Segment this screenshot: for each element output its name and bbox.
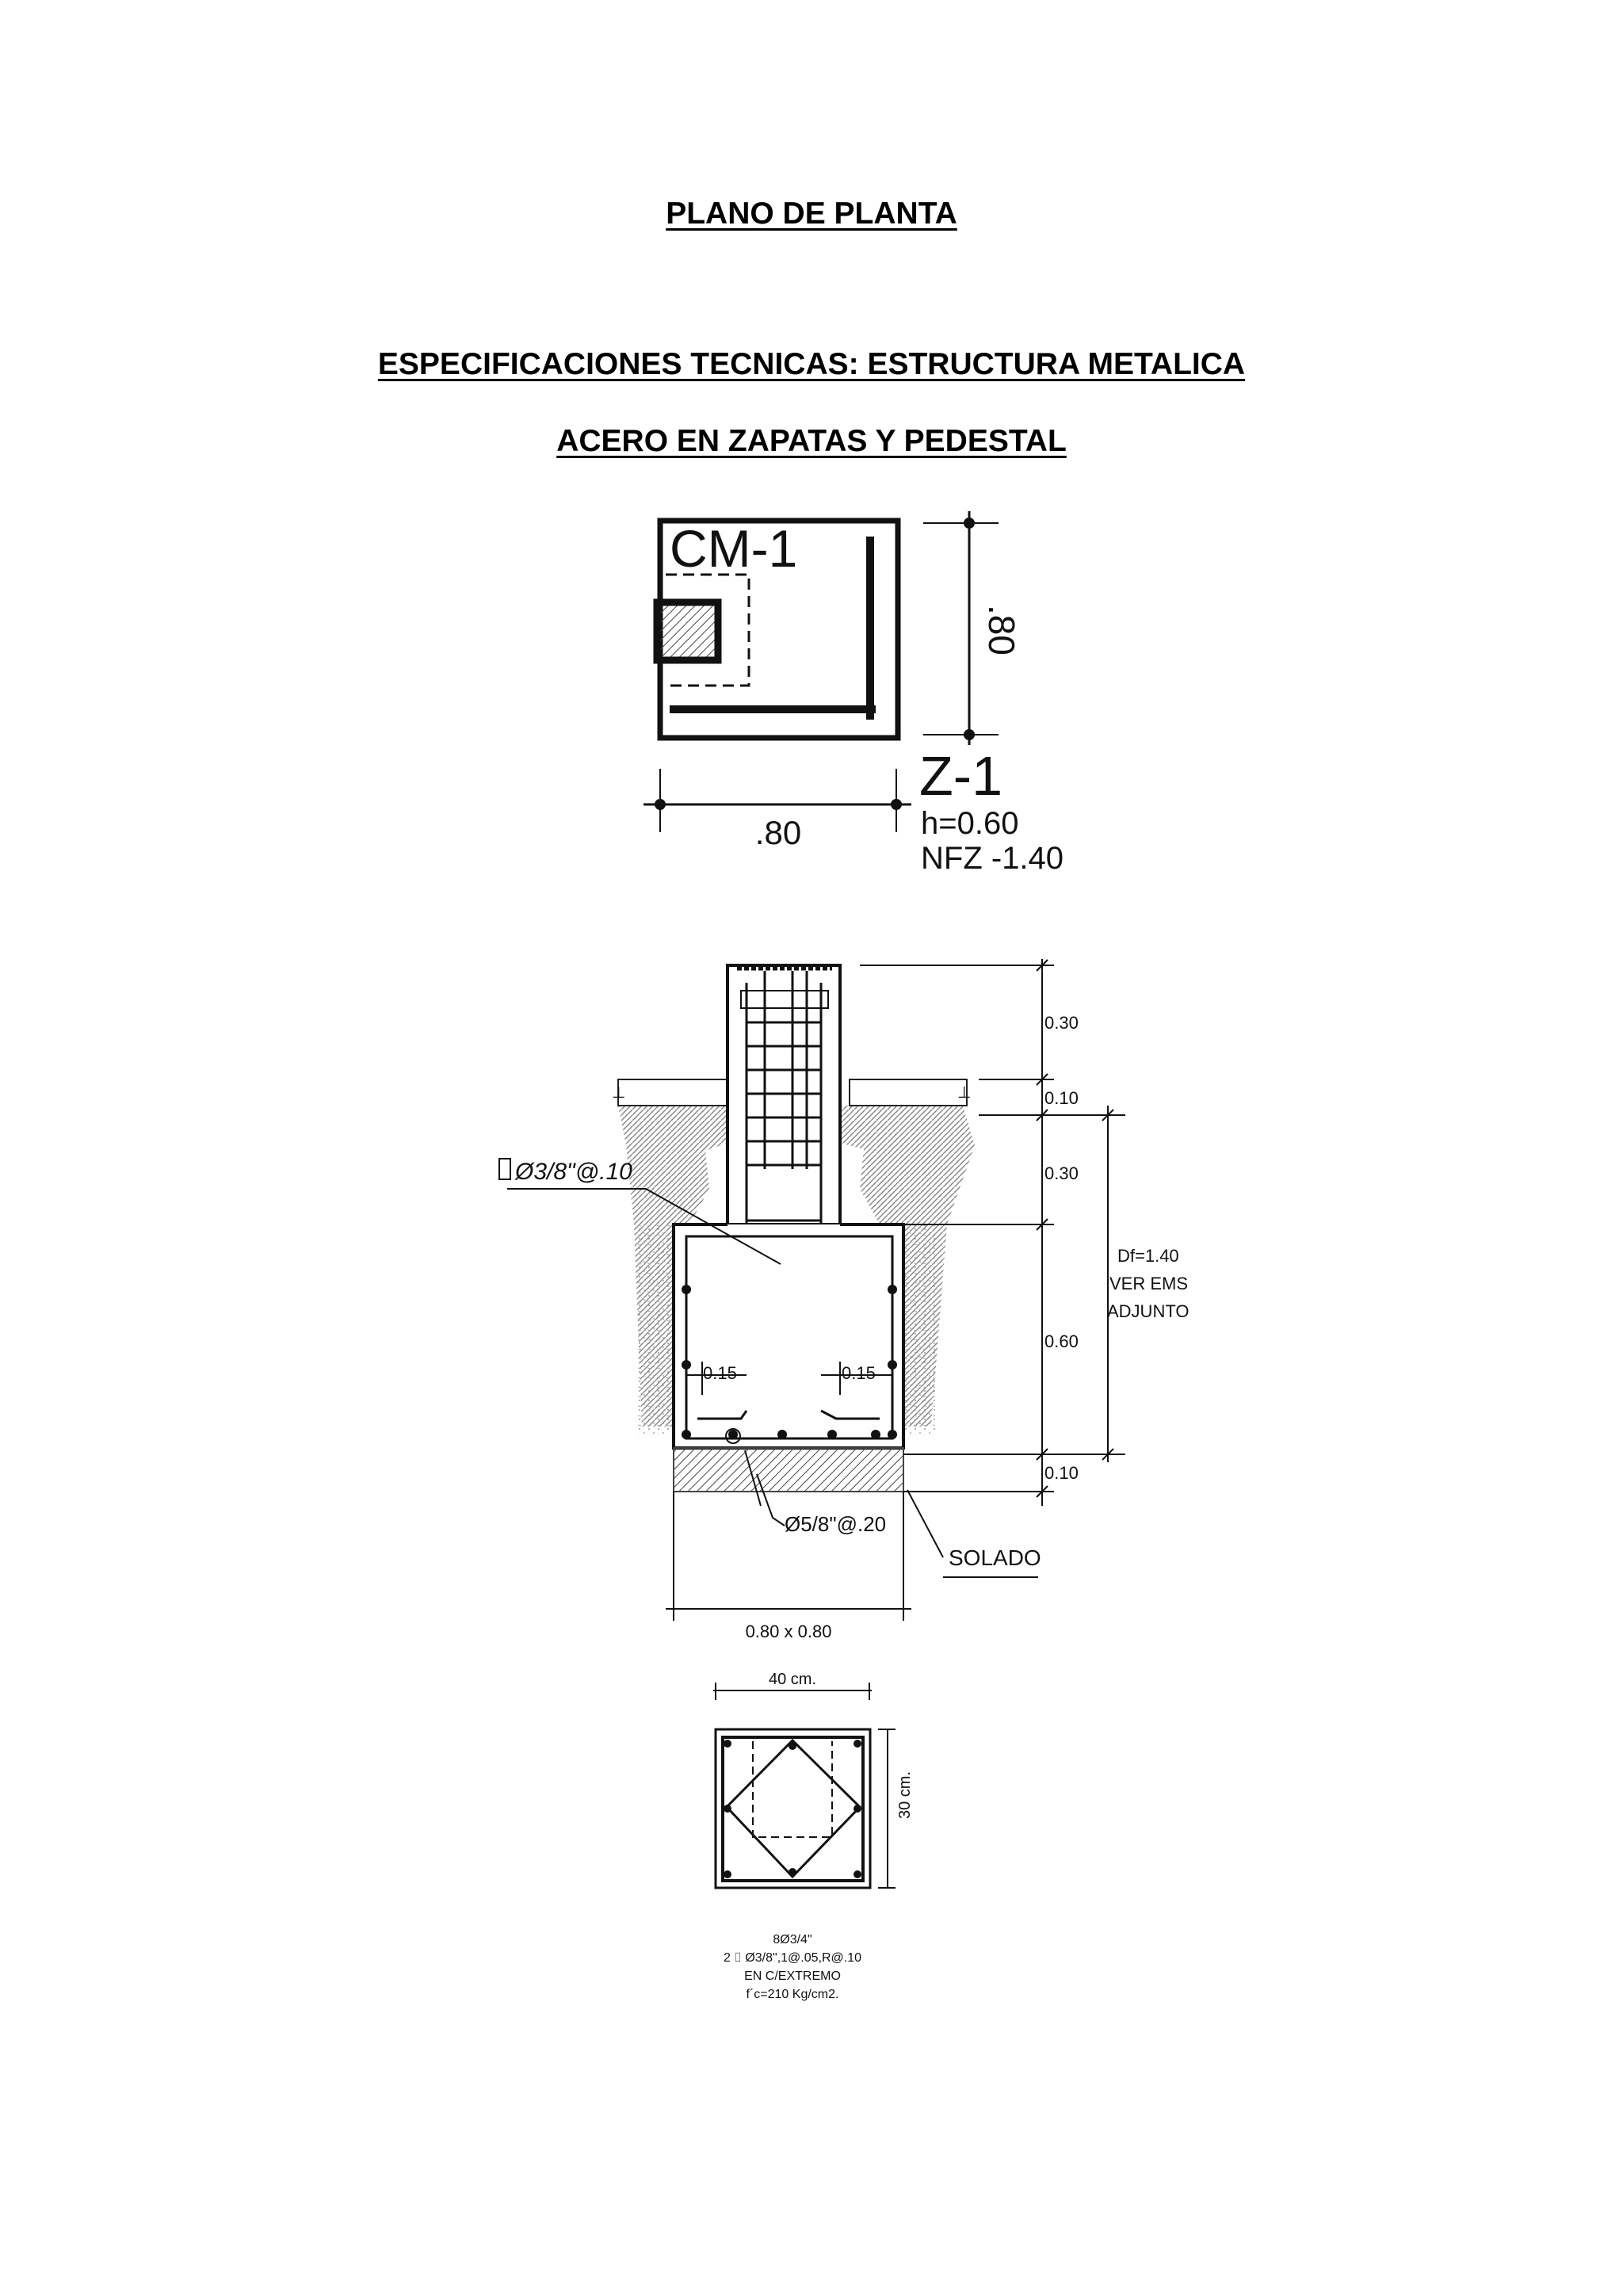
left-offset-label: 0.15 [703, 1363, 737, 1383]
column-note-1: 8Ø3/4" [773, 1933, 812, 1946]
dim-030-mid: 0.30 [1044, 1163, 1079, 1183]
df-note-3: ADJUNTO [1107, 1301, 1190, 1321]
column-detail [713, 1671, 914, 2001]
footing-height: h=0.60 [921, 806, 1019, 841]
column-note-2: 2 ⌷ Ø3/8",1@.05,R@.10 [723, 1951, 862, 1965]
heading-especificaciones: ESPECIFICACIONES TECNICAS: ESTRUCTURA METALICA [377, 347, 1246, 381]
section-view [499, 959, 1190, 1641]
column-note-3: EN C/EXTREMO [744, 1969, 841, 1983]
column-depth-label: 30 cm. [896, 1771, 914, 1820]
df-note-2: VER EMS [1109, 1274, 1189, 1293]
column-section [657, 602, 718, 660]
column-outline [716, 1729, 870, 1888]
heading-acero-zapatas: ACERO EN ZAPATAS Y PEDESTAL [556, 424, 1067, 458]
solado-label: SOLADO [949, 1545, 1041, 1570]
dim-010-bottom: 0.10 [1044, 1463, 1079, 1483]
dim-horizontal-label: .80 [754, 814, 802, 851]
dim-060: 0.60 [1044, 1331, 1079, 1351]
svg-text:⊥: ⊥ [957, 1084, 972, 1102]
column-width-label: 40 cm. [768, 1671, 817, 1688]
base-size-label: 0.80 x 0.80 [745, 1622, 832, 1641]
footing-label: Z-1 [919, 745, 1002, 807]
solado [674, 1448, 903, 1492]
footing-level: NFZ -1.40 [921, 841, 1064, 876]
df-note-1: Df=1.40 [1117, 1246, 1179, 1266]
dim-010-top: 0.10 [1044, 1088, 1079, 1108]
footing [674, 1224, 903, 1448]
column-label: CM-1 [670, 519, 798, 578]
bottom-bars-note: Ø5/8"@.20 [785, 1512, 887, 1536]
plan-view [643, 511, 1064, 876]
dim-030-top: 0.30 [1044, 1013, 1079, 1033]
floor-slab-left [618, 1079, 727, 1106]
svg-text:⊥: ⊥ [612, 1084, 626, 1102]
stirrup-note: Ø3/8"@.10 [515, 1159, 632, 1185]
right-offset-label: 0.15 [842, 1363, 876, 1383]
floor-slab-right [850, 1079, 967, 1106]
dim-vertical-label: .80 [981, 605, 1022, 655]
heading-plano-de-planta: PLANO DE PLANTA [666, 197, 957, 231]
column-note-4: f´c=210 Kg/cm2. [746, 1988, 839, 2001]
